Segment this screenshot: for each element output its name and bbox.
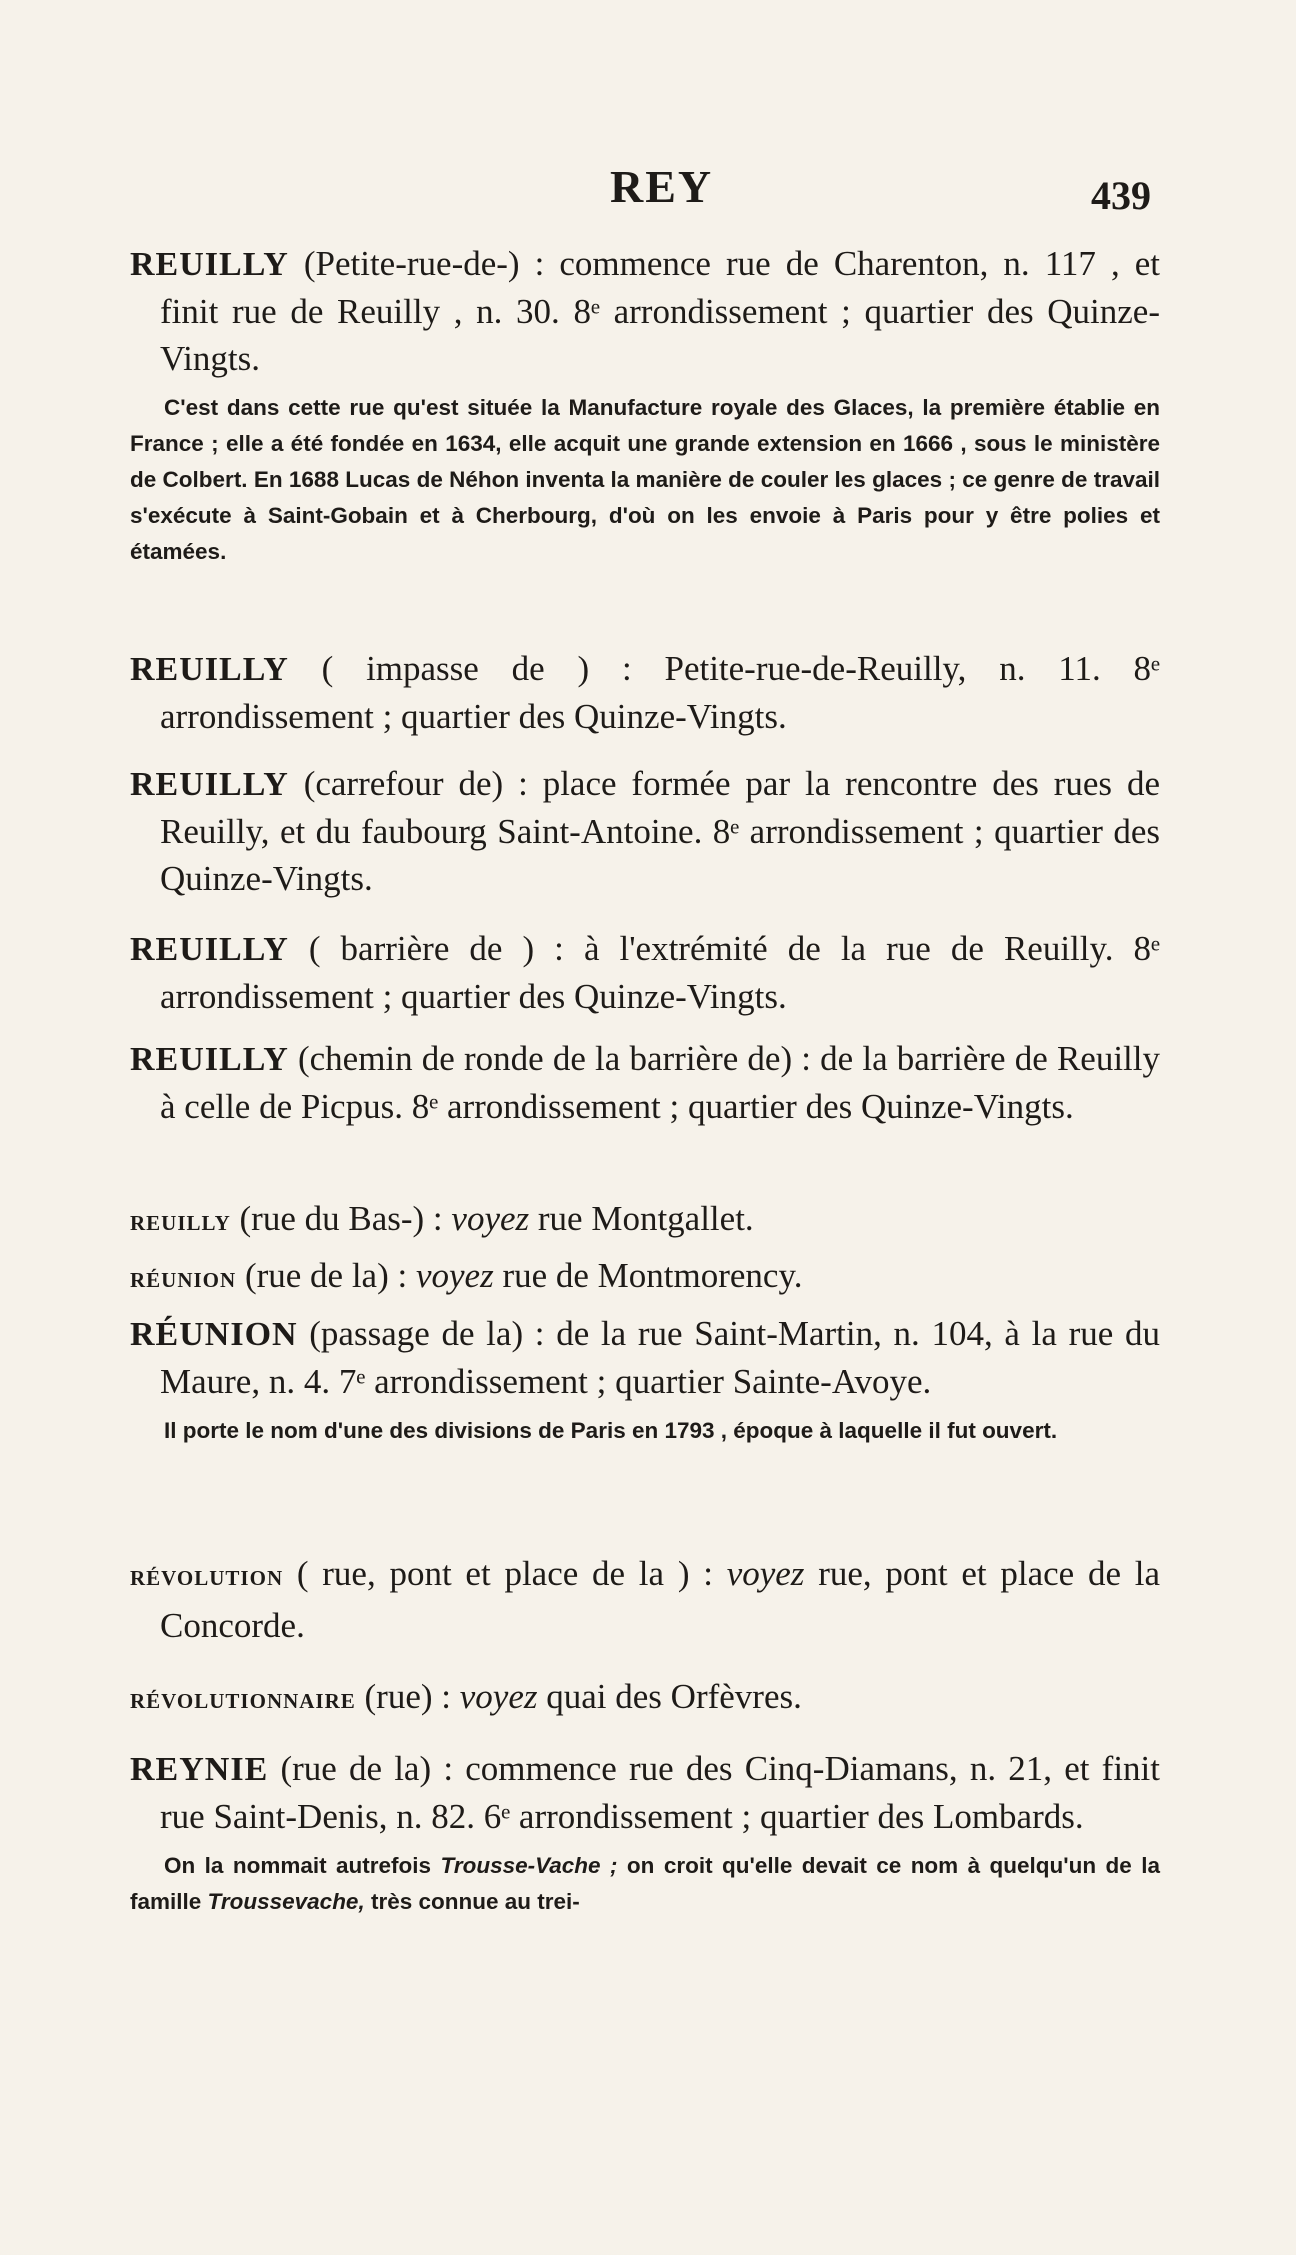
entry-reunion-passage <box>130 1310 1160 1449</box>
entry-body: (Petite-rue-de-) : commence rue de Charenton, n. 117 , et finit rue de Reuilly , n. 30. 8ᵉ arrondissement ; quartier des Quinze-Vingts. <box>160 244 1160 378</box>
entry-reuilly-petite-rue <box>130 240 1160 570</box>
running-title: REY <box>610 161 714 212</box>
entry-body: (passage de la) : de la rue Saint-Martin, n. 104, à la rue du Maure, n. 4. 7ᵉ arrondissement ; quartier Sainte-Avoye. <box>160 1314 1160 1401</box>
entry-revolution <box>130 1550 1160 1649</box>
entry-headword: REUILLY <box>130 766 289 803</box>
entry-text <box>130 1673 1160 1725</box>
voyez-reference: voyez <box>459 1677 538 1716</box>
page-number: 439 <box>1091 173 1151 218</box>
entry-text <box>130 1310 1160 1405</box>
note-text: très connue au trei- <box>364 1889 580 1914</box>
entry-reuilly-impasse <box>130 645 1160 740</box>
entry-headword: REUILLY <box>130 246 289 283</box>
entry-body: ( barrière de ) : à l'extrémité de la rue de Reuilly. 8ᵉ arrondissement ; quartier des Quinze-Vingts. <box>160 929 1160 1016</box>
entry-text <box>130 240 1160 382</box>
entry-text <box>130 1550 1160 1649</box>
entry-body: (rue de la) : commence rue des Cinq-Diamans, n. 21, et finit rue Saint-Denis, n. 82. 6ᵉ arrondissement ; quartier des Lombards. <box>160 1749 1160 1836</box>
entry-target: quai des Orfèvres. <box>537 1677 802 1716</box>
entry-headword: REUILLY <box>130 1211 231 1235</box>
entry-body: (rue) : <box>355 1677 460 1716</box>
entry-reuilly-rue-du-bas <box>130 1195 1160 1247</box>
entry-body: ( rue, pont et place de la ) : <box>283 1554 727 1593</box>
entry-text <box>130 925 1160 1020</box>
entry-text <box>130 1195 1160 1247</box>
entry-reuilly-chemin-de-ronde <box>130 1035 1160 1130</box>
entry-reunion-rue <box>130 1252 1160 1304</box>
voyez-reference: voyez <box>726 1554 805 1593</box>
entry-body: (rue de la) : <box>236 1256 416 1295</box>
entry-reuilly-carrefour <box>130 760 1160 902</box>
entry-revolutionnaire <box>130 1673 1160 1725</box>
note-italic: Trousse-Vache ; <box>440 1853 618 1878</box>
entry-headword: REUILLY <box>130 1041 289 1078</box>
entry-headword: RÉVOLUTIONNAIRE <box>130 1689 356 1713</box>
entry-note: Il porte le nom d'une des divisions de Paris en 1793 , époque à laquelle il fut ouvert. <box>164 1418 1058 1443</box>
entry-headword: REYNIE <box>130 1751 269 1788</box>
note-italic: Troussevache, <box>207 1889 365 1914</box>
entry-text <box>130 1745 1160 1840</box>
entry-note: C'est dans cette rue qu'est située la Manufacture royale des Glaces, la première établie en France ; elle a été fondée en 1634, elle acquit une grande extension en 1666 , sous le ministère de Colbert. En 1688 Lucas de Néhon inventa la manière de couler les glaces ; ce genre de travail s'exécute à Saint-Gobain et à Cherbourg, d'où on les envoie à Paris pour y être polies et étamées. <box>130 395 1160 564</box>
entry-headword: RÉUNION <box>130 1268 237 1292</box>
entry-reynie <box>130 1745 1160 1920</box>
entry-target: rue, pont et place de la Concorde. <box>160 1554 1160 1645</box>
voyez-reference: voyez <box>451 1199 530 1238</box>
entry-body: (carrefour de) : place formée par la rencontre des rues de Reuilly, et du faubourg Saint-Antoine. 8ᵉ arrondissement ; quartier des Quinze-Vingts. <box>160 764 1160 898</box>
entry-note <box>130 1848 1160 1920</box>
entry-target: rue de Montmorency. <box>493 1256 803 1295</box>
page-header <box>0 160 1296 220</box>
entry-reuilly-barriere <box>130 925 1160 1020</box>
entry-body: ( impasse de ) : Petite-rue-de-Reuilly, n. 11. 8ᵉ arrondissement ; quartier des Quinze-Vingts. <box>160 649 1160 736</box>
voyez-reference: voyez <box>415 1256 494 1295</box>
entry-target: rue Montgallet. <box>529 1199 754 1238</box>
entry-headword: REUILLY <box>130 931 289 968</box>
entry-headword: REUILLY <box>130 651 289 688</box>
entry-headword: RÉUNION <box>130 1316 298 1353</box>
entry-body: (rue du Bas-) : <box>230 1199 452 1238</box>
entry-text <box>130 645 1160 740</box>
entry-body: (chemin de ronde de la barrière de) : de la barrière de Reuilly à celle de Picpus. 8ᵉ arrondissement ; quartier des Quinze-Vingts. <box>160 1039 1160 1126</box>
note-text: on croit qu'elle devait ce nom à quelqu'un de la famille <box>130 1853 1160 1914</box>
entry-text <box>130 1252 1160 1304</box>
note-text: On la nommait autrefois <box>164 1853 441 1878</box>
entry-text <box>130 1035 1160 1130</box>
entry-headword: RÉVOLUTION <box>130 1566 284 1590</box>
entry-text <box>130 760 1160 902</box>
